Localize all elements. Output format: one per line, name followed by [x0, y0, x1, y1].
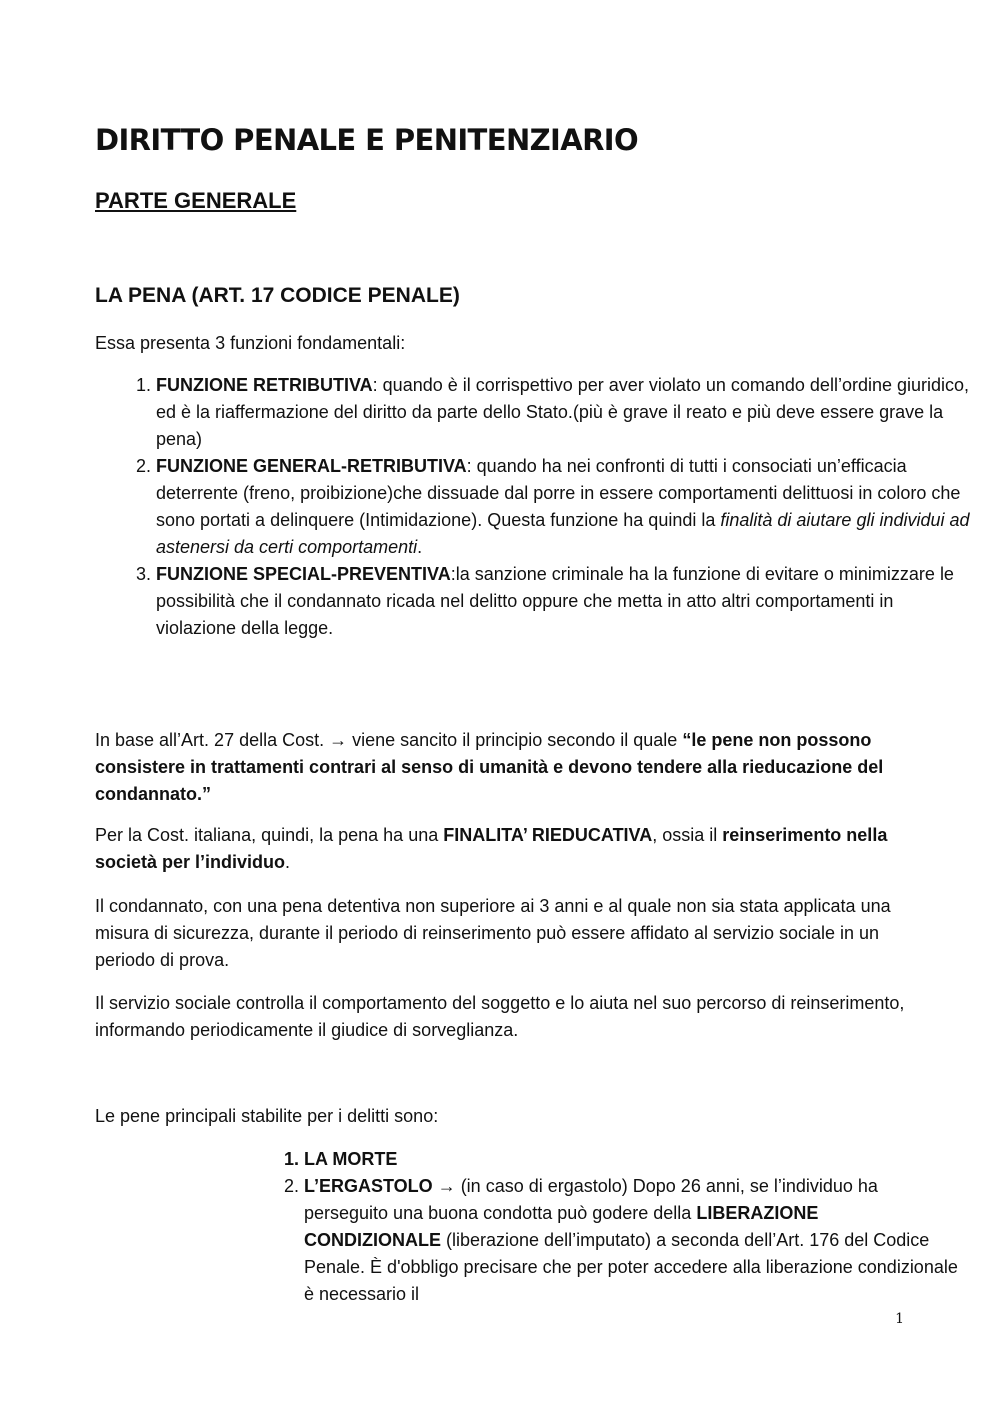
function-name: FUNZIONE GENERAL-RETRIBUTIVA	[156, 456, 467, 476]
intro-paragraph: Essa presenta 3 funzioni fondamentali:	[95, 333, 406, 353]
function-italic-text: finalità di aiutare gli individui ad astenersi da certi comportamenti	[156, 510, 970, 557]
paragraph-text: Per la Cost. italiana, quindi, la pena ha una	[95, 825, 444, 845]
list-item	[156, 561, 976, 642]
document-title: DIRITTO PENALE E PENITENZIARIO	[95, 123, 639, 157]
probation-paragraph: Il condannato, con una pena detentiva non superiore ai 3 anni e al quale non sia stata applicata una misura di sicurezza, durante il periodo di reinserimento può essere affidato al servizio sociale in un periodo di prova.	[95, 896, 891, 970]
list-item	[304, 1173, 959, 1308]
paragraph-bold-text: FINALITA’ RIEDUCATIVA	[443, 825, 653, 845]
rehabilitation-paragraph	[95, 822, 910, 876]
function-text: : quando ha nei confronti di tutti i consociati un’efficacia deterrente (freno, proibizione)che dissuade dal porre in essere comportamenti delittuosi in coloro che sono portati a delinquere (Intimidazione). Questa funzione ha quindi la	[156, 456, 961, 530]
function-text: : quando è il corrispettivo per aver violato un comando dell’ordine giuridico, ed è la riaffermazione del diritto da parte dello Stato.(più è grave il reato e più deve essere grave la pena)	[156, 375, 970, 449]
function-text: :la sanzione criminale ha la funzione di evitare o minimizzare le possibilità che il condannato ricada nel delitto oppure che metta in atto altri comportamenti in violazione della legge.	[156, 564, 954, 638]
list-item	[304, 1146, 959, 1173]
penalty-text: → (in caso di ergastolo) Dopo 26 anni, se l’individuo ha perseguito una buona condotta può godere della	[304, 1176, 878, 1223]
paragraph-text: .	[285, 852, 291, 872]
document-subtitle: PARTE GENERALE	[95, 188, 297, 213]
section-heading: LA PENA (ART. 17 CODICE PENALE)	[95, 284, 460, 307]
list-item	[156, 453, 976, 561]
constitution-text: In base all’Art. 27 della Cost. → viene sancito il principio secondo il quale	[95, 730, 683, 750]
constitution-quote: “le pene non possono consistere in trattamenti contrari al senso di umanità e devono tendere alla rieducazione del condannato.”	[95, 730, 884, 804]
constitution-paragraph	[95, 727, 910, 808]
penalty-name: LA MORTE	[304, 1149, 398, 1169]
penalty-name: L’ERGASTOLO	[304, 1176, 433, 1196]
paragraph-bold-text: reinserimento nella società per l’individuo	[95, 825, 888, 872]
function-name: FUNZIONE RETRIBUTIVA	[156, 375, 373, 395]
functions-list	[95, 372, 976, 642]
paragraph-text: , ossia il	[652, 825, 723, 845]
list-item	[156, 372, 976, 453]
penalty-bold-text: LIBERAZIONE CONDIZIONALE	[304, 1203, 819, 1250]
penalties-intro: Le pene principali stabilite per i delitti sono:	[95, 1106, 439, 1126]
penalty-text: (liberazione dell’imputato) a seconda dell’Art. 176 del Codice Penale. È d'obbligo precisare che per poter accedere alla liberazione condizionale è necessario il	[304, 1230, 958, 1304]
function-text-end: .	[417, 537, 423, 557]
social-service-paragraph: Il servizio sociale controlla il comportamento del soggetto e lo aiuta nel suo percorso di reinserimento, informando periodicamente il giudice di sorveglianza.	[95, 993, 905, 1040]
page-number: 1	[895, 1311, 904, 1327]
penalties-list	[255, 1146, 959, 1308]
function-name: FUNZIONE SPECIAL-PREVENTIVA	[156, 564, 451, 584]
